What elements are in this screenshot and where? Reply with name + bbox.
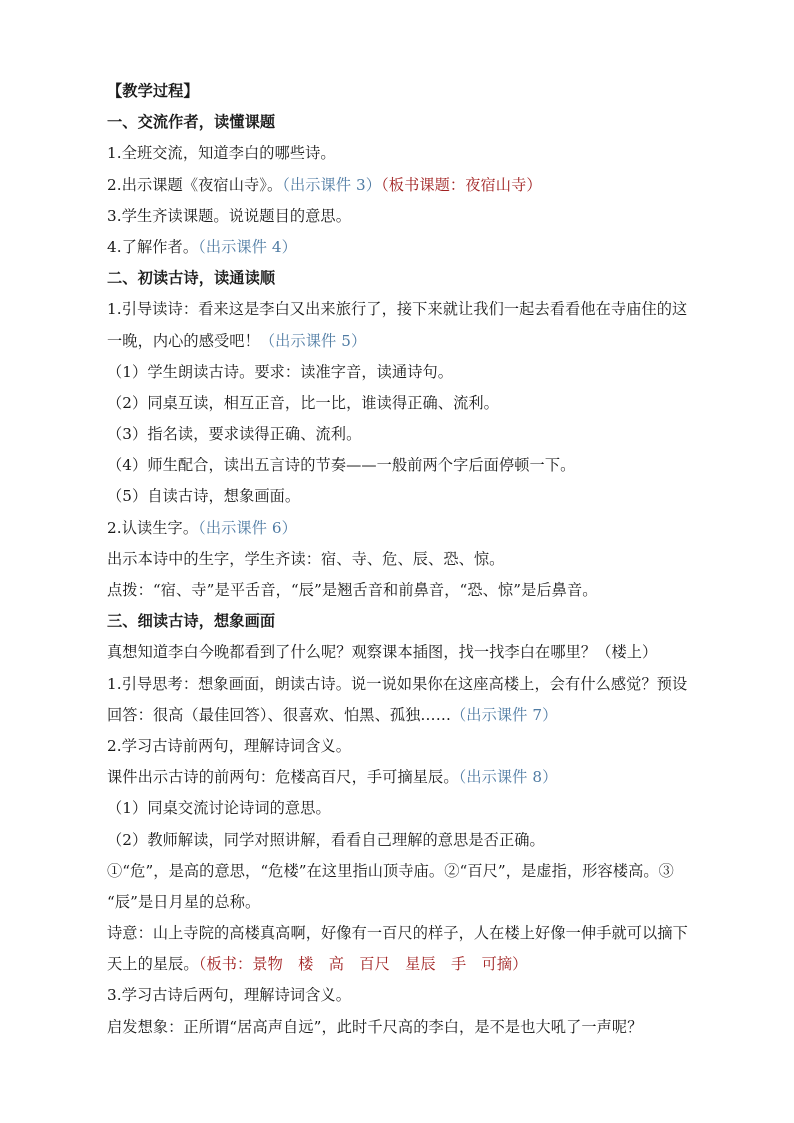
- text-segment: （1）学生朗读古诗。要求：读准字音，读通诗句。: [107, 362, 454, 381]
- text-segment: 一晚，内心的感受吧！: [107, 331, 260, 350]
- text-segment: 【教学过程】: [107, 82, 199, 100]
- text-line: [93, 201, 719, 232]
- section-heading: [93, 606, 719, 637]
- lesson-process-section: [107, 76, 719, 1043]
- text-segment: 回答：很高（最佳回答）、很喜欢、怕黑、孤独……: [107, 705, 452, 724]
- text-segment: 三、细读古诗，想象画面: [107, 612, 276, 631]
- text-segment: （4）师生配合，读出五言诗的节奏——一般前两个字后面停顿一下。: [107, 456, 576, 475]
- text-segment: 点拨：“宿、寺”是平舌音，“辰”是翘舌音和前鼻音，“恐、惊”是后鼻音。: [107, 581, 598, 599]
- courseware-note: （出示课件 7）: [451, 705, 558, 724]
- courseware-note: （出示课件 3）: [282, 175, 382, 194]
- text-line: [107, 887, 719, 918]
- text-segment: 3.学习古诗后两句，理解诗词含义。: [107, 986, 352, 1005]
- text-segment: （2）教师解读，同学对照讲解，看看自己理解的意思是否正确。: [107, 830, 545, 849]
- text-segment: 诗意：山上寺院的高楼真高啊，好像有一百尺的样子，人在楼上好像一伸手就可以摘下: [107, 924, 688, 943]
- text-segment: （1）同桌交流讨论诗词的意思。: [107, 799, 331, 818]
- text-line: [93, 388, 719, 419]
- section-heading: [93, 263, 719, 294]
- text-segment: 一、交流作者，读懂课题: [107, 113, 276, 132]
- text-segment: 2.学习古诗前两句，理解诗词含义。: [107, 736, 352, 755]
- text-segment: 二、初读古诗，读通读顺: [107, 269, 276, 288]
- courseware-note: （出示课件 8）: [458, 768, 558, 787]
- text-line: [93, 793, 719, 824]
- text-line: [93, 232, 719, 263]
- text-line: [93, 357, 719, 388]
- text-line: [93, 731, 719, 762]
- text-line: [93, 294, 719, 325]
- text-line: [93, 513, 719, 544]
- text-line: [93, 637, 719, 668]
- text-segment: 课件出示古诗的前两句：危楼高百尺，手可摘星辰。: [107, 768, 459, 787]
- text-segment: 2.出示课题《夜宿山寺》。: [107, 175, 283, 194]
- text-line: [93, 980, 719, 1011]
- text-line: [93, 1012, 719, 1043]
- text-line: [93, 825, 719, 856]
- text-segment: 2.认读生字。: [107, 518, 199, 537]
- text-segment: 3.学生齐读课题。说说题目的意思。: [107, 206, 352, 225]
- text-line: [93, 669, 719, 700]
- board-note: （板书：景物 楼 高 百尺 星辰 手 可摘）: [198, 955, 528, 974]
- text-line: [93, 481, 719, 512]
- text-line: [93, 450, 719, 481]
- text-segment: （5）自读古诗，想象画面。: [107, 487, 301, 506]
- text-segment: 启发想象：正所谓“居高声自远”，此时千尺高的李白，是不是也大吼了一声呢？: [107, 1017, 643, 1036]
- courseware-note: （出示课件 5）: [259, 331, 367, 350]
- text-line: [107, 949, 719, 980]
- text-line: [93, 544, 719, 575]
- text-line: [107, 326, 719, 357]
- text-segment: 出示本诗中的生字，学生齐读：宿、寺、危、辰、恐、惊。: [107, 549, 505, 568]
- text-segment: 1.全班交流，知道李白的哪些诗。: [107, 144, 336, 163]
- text-line: [93, 170, 719, 201]
- text-line: [93, 138, 719, 169]
- text-line: [107, 700, 719, 731]
- text-segment: （3）指名读，要求读得正确、流利。: [107, 425, 362, 444]
- courseware-note: （出示课件 4）: [198, 237, 297, 256]
- text-segment: ①“危”，是高的意思，“危楼”在这里指山顶寺庙。②“百尺”，是虚指，形容楼高。③: [107, 861, 674, 880]
- section-heading: [93, 107, 719, 138]
- text-line: [93, 856, 719, 887]
- text-line: [93, 762, 719, 793]
- courseware-note: （出示课件 6）: [198, 518, 297, 537]
- text-segment: 天上的星辰。: [107, 955, 199, 974]
- text-segment: 真想知道李白今晚都看到了什么呢？观察课本插图，找一找李白在哪里？（楼上）: [107, 643, 658, 662]
- section-heading: [93, 76, 719, 107]
- text-segment: “辰”是日月星的总称。: [107, 892, 261, 911]
- text-line: [93, 419, 719, 450]
- text-segment: 1.引导读诗：看来这是李白又出来旅行了，接下来就让我们一起去看看他在寺庙住的这: [107, 300, 688, 319]
- text-line: [93, 918, 719, 949]
- text-segment: 1.引导思考：想象画面，朗读古诗。说一说如果你在这座高楼上，会有什么感觉？预设: [107, 674, 688, 693]
- text-segment: 4.了解作者。: [107, 237, 199, 256]
- text-line: [93, 575, 719, 606]
- text-segment: （2）同桌互读，相互正音，比一比，谁读得正确、流利。: [107, 393, 499, 412]
- board-note: （板书课题：夜宿山寺）: [381, 175, 542, 194]
